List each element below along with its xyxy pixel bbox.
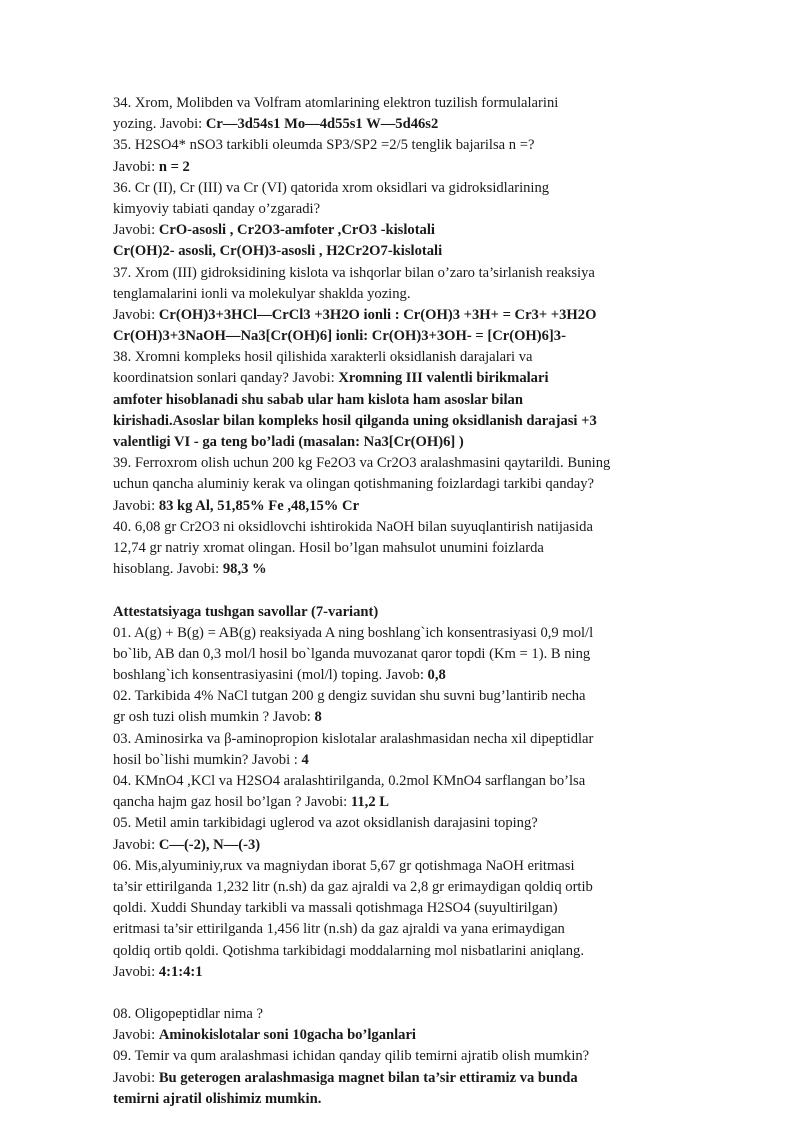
line-answer-bold: 98,3 % xyxy=(222,561,267,578)
line-text: 37. Xrom (III) gidroksidining kislota va ishqorlar bilan o’zaro ta’sirlanish reaksiya xyxy=(113,264,595,281)
line-answer-bold: Cr(OH)2- asosli, Cr(OH)3-asosli , H2Cr2O7-kislotali xyxy=(113,243,443,260)
line-answer-bold: 11,2 L xyxy=(350,794,390,811)
line-answer-bold: Cr—3d54s1 Mo—4d55s1 W—5d46s2 xyxy=(205,116,439,133)
text-line xyxy=(113,305,673,326)
line-text: hisoblang. Javobi: xyxy=(113,561,223,578)
line-text: 36. Cr (II), Cr (III) va Cr (VI) qatorida xrom oksidlari va gidroksidlarining xyxy=(113,179,550,196)
line-answer-bold: 4:1:4:1 xyxy=(158,963,203,980)
line-answer-bold: valentligi VI - ga teng bo’ladi (masalan: Na3[Cr(OH)6] ) xyxy=(113,434,464,450)
text-line xyxy=(113,729,673,750)
text-line xyxy=(113,1089,673,1110)
line-text: 35. H2SO4* nSO3 tarkibli oleumda SP3/SP2 =2/5 tenglik bajarilsa n =? xyxy=(113,137,535,154)
line-text: boshlang`ich konsentrasiyasini (mol/l) toping. Javob: xyxy=(113,667,428,684)
text-line xyxy=(113,474,673,495)
line-text: 01. A(g) + B(g) = AB(g) reaksiyada A ning boshlang`ich konsentrasiyasi 0,9 mol/l xyxy=(113,624,594,641)
text-line xyxy=(113,623,673,644)
line-text: 12,74 gr natriy xromat olingan. Hosil bo’lgan mahsulot unumini foizlarda xyxy=(113,539,544,556)
text-line xyxy=(113,453,673,474)
line-text: yozing. Javobi: xyxy=(113,116,206,133)
line-answer-bold: C—(-2), N—(-3) xyxy=(158,836,261,853)
text-line xyxy=(113,898,673,919)
line-answer-bold: amfoter hisoblanadi shu sabab ular ham kislota ham asoslar bilan xyxy=(113,391,523,408)
text-line xyxy=(113,326,673,347)
text-line xyxy=(113,135,673,156)
line-answer-bold: CrO-asosli , Cr2O3-amfoter ,CrO3 -kislotali xyxy=(158,222,435,239)
line-text: 40. 6,08 gr Cr2O3 ni oksidlovchi ishtirokida NaOH bilan suyuqlantirish natijasida xyxy=(113,518,593,535)
text-line xyxy=(113,771,673,792)
text-line xyxy=(113,962,673,983)
line-text: 04. KMnO4 ,KCl va H2SO4 aralashtirilganda, 0.2mol KMnO4 sarflangan bo’lsa xyxy=(113,773,586,789)
line-text: Javobi: xyxy=(113,836,159,853)
text-line xyxy=(113,241,673,262)
text-line xyxy=(113,750,673,771)
line-text: 06. Mis,alyuminiy,rux va magniydan iborat 5,67 gr qotishmaga NaOH eritmasi xyxy=(113,857,575,874)
line-text: Javobi: xyxy=(113,158,159,175)
text-line xyxy=(113,432,673,453)
line-answer-bold: n = 2 xyxy=(158,158,190,175)
line-text: Javobi: xyxy=(113,497,159,514)
text-line xyxy=(113,792,673,813)
line-answer-bold: Cr(OH)3+3HCl—CrCl3 +3H2O ionli : Cr(OH)3 +3H+ = Cr3+ +3H2O xyxy=(158,306,597,323)
line-text: qancha hajm gaz hosil bo’lgan ? Javobi: xyxy=(113,794,351,811)
text-line xyxy=(113,114,673,135)
text-line xyxy=(113,220,673,241)
text-line xyxy=(113,538,673,559)
line-answer-bold: Cr(OH)3+3NaOH—Na3[Cr(OH)6] ionli: Cr(OH)3+3OH- = [Cr(OH)6]3- xyxy=(113,328,566,345)
line-text: Javobi: xyxy=(113,963,159,980)
line-text: Javobi: xyxy=(113,306,159,323)
text-line xyxy=(113,496,673,517)
text-line xyxy=(113,93,673,114)
line-text: 38. Xromni kompleks hosil qilishida xarakterli oksidlanish darajalari va xyxy=(113,349,533,366)
line-text: Javobi: xyxy=(113,1027,159,1044)
text-line xyxy=(113,686,673,707)
line-text: 02. Tarkibida 4% NaCl tutgan 200 g dengiz suvidan shu suvni bug’lantirib necha xyxy=(113,688,586,705)
text-line xyxy=(113,411,673,432)
text-line xyxy=(113,284,673,305)
line-text: koordinatsion sonlari qanday? Javobi: xyxy=(113,370,339,387)
text-line xyxy=(113,368,673,389)
text-line xyxy=(113,347,673,368)
text-line xyxy=(113,178,673,199)
line-answer-bold: Xromning III valentli birikmalari xyxy=(338,370,549,387)
line-text: bo`lib, AB dan 0,3 mol/l hosil bo`lganda muvozanat qaror topdi (Km = 1). B ning xyxy=(113,645,591,662)
text-line xyxy=(113,1004,673,1025)
text-line xyxy=(113,835,673,856)
text-line xyxy=(113,199,673,220)
line-answer-bold: 83 kg Al, 51,85% Fe ,48,15% Cr xyxy=(158,497,360,514)
line-answer-bold: 4 xyxy=(301,751,309,768)
line-text: uchun qancha aluminiy kerak va olingan qotishmaning foizlardagi tarkibi qanday? xyxy=(113,476,595,493)
line-text: 39. Ferroxrom olish uchun 200 kg Fe2O3 va Cr2O3 aralashmasini qaytarildi. Buning xyxy=(113,455,611,472)
text-line xyxy=(113,644,673,665)
line-answer-bold: 8 xyxy=(314,709,322,726)
line-text: qoldi. Xuddi Shunday tarkibli va massali qotishmaga H2SO4 (suyultirilgan) xyxy=(113,900,558,917)
text-line xyxy=(113,517,673,538)
paragraph-gap xyxy=(113,580,673,601)
text-line xyxy=(113,263,673,284)
line-text: 34. Xrom, Molibden va Volfram atomlarining elektron tuzilish formulalarini xyxy=(113,95,559,111)
text-line xyxy=(113,941,673,962)
line-text: Javobi: xyxy=(113,222,159,239)
text-line xyxy=(113,390,673,411)
line-text: Javobi: xyxy=(113,1069,159,1086)
text-line xyxy=(113,1025,673,1046)
text-line xyxy=(113,665,673,686)
line-answer-bold: Attestatsiyaga tushgan savollar (7-variant) xyxy=(113,603,379,620)
line-answer-bold: 0,8 xyxy=(427,667,446,684)
line-text: hosil bo`lishi mumkin? Javobi : xyxy=(113,751,302,768)
text-line xyxy=(113,856,673,877)
text-line xyxy=(113,559,673,580)
line-answer-bold: kirishadi.Asoslar bilan kompleks hosil qilganda uning oksidlanish darajasi +3 xyxy=(113,412,597,429)
text-line xyxy=(113,1068,673,1089)
line-answer-bold: Aminokislotalar soni 10gacha bo’lganlari xyxy=(158,1027,416,1044)
text-line xyxy=(113,877,673,898)
line-text: tenglamalarini ionli va molekulyar shaklda yozing. xyxy=(113,285,411,302)
paragraph-gap xyxy=(113,983,673,1004)
text-line xyxy=(113,813,673,834)
text-line xyxy=(113,707,673,728)
line-text: qoldiq ortib qoldi. Qotishma tarkibidagi moddalarning mol nisbatlarini aniqlang. xyxy=(113,942,584,959)
line-text: 09. Temir va qum aralashmasi ichidan qanday qilib temirni ajratib olish mumkin? xyxy=(113,1048,590,1065)
line-text: gr osh tuzi olish mumkin ? Javob: xyxy=(113,709,315,726)
line-text: 03. Aminosirka va β-aminopropion kislotalar aralashmasidan necha xil dipeptidlar xyxy=(113,730,594,747)
text-line xyxy=(113,1046,673,1067)
text-line xyxy=(113,919,673,940)
line-text: 08. Oligopeptidlar nima ? xyxy=(113,1006,263,1023)
line-text: eritmasi ta’sir ettirilganda 1,456 litr (n.sh) da gaz ajraldi va yana erimaydigan xyxy=(113,921,565,938)
line-text: 05. Metil amin tarkibidagi uglerod va azot oksidlanish darajasini toping? xyxy=(113,815,538,832)
line-text: kimyoviy tabiati qanday o’zgaradi? xyxy=(113,200,321,217)
line-text: ta’sir ettirilganda 1,232 litr (n.sh) da gaz ajraldi va 2,8 gr erimaydigan qoldiq ortib xyxy=(113,878,593,895)
line-answer-bold: temirni ajratil olishimiz mumkin. xyxy=(113,1090,322,1107)
line-answer-bold: Bu geterogen aralashmasiga magnet bilan ta’sir ettiramiz va bunda xyxy=(158,1069,578,1086)
text-line xyxy=(113,602,673,623)
text-line xyxy=(113,157,673,178)
document-body xyxy=(113,93,673,1110)
